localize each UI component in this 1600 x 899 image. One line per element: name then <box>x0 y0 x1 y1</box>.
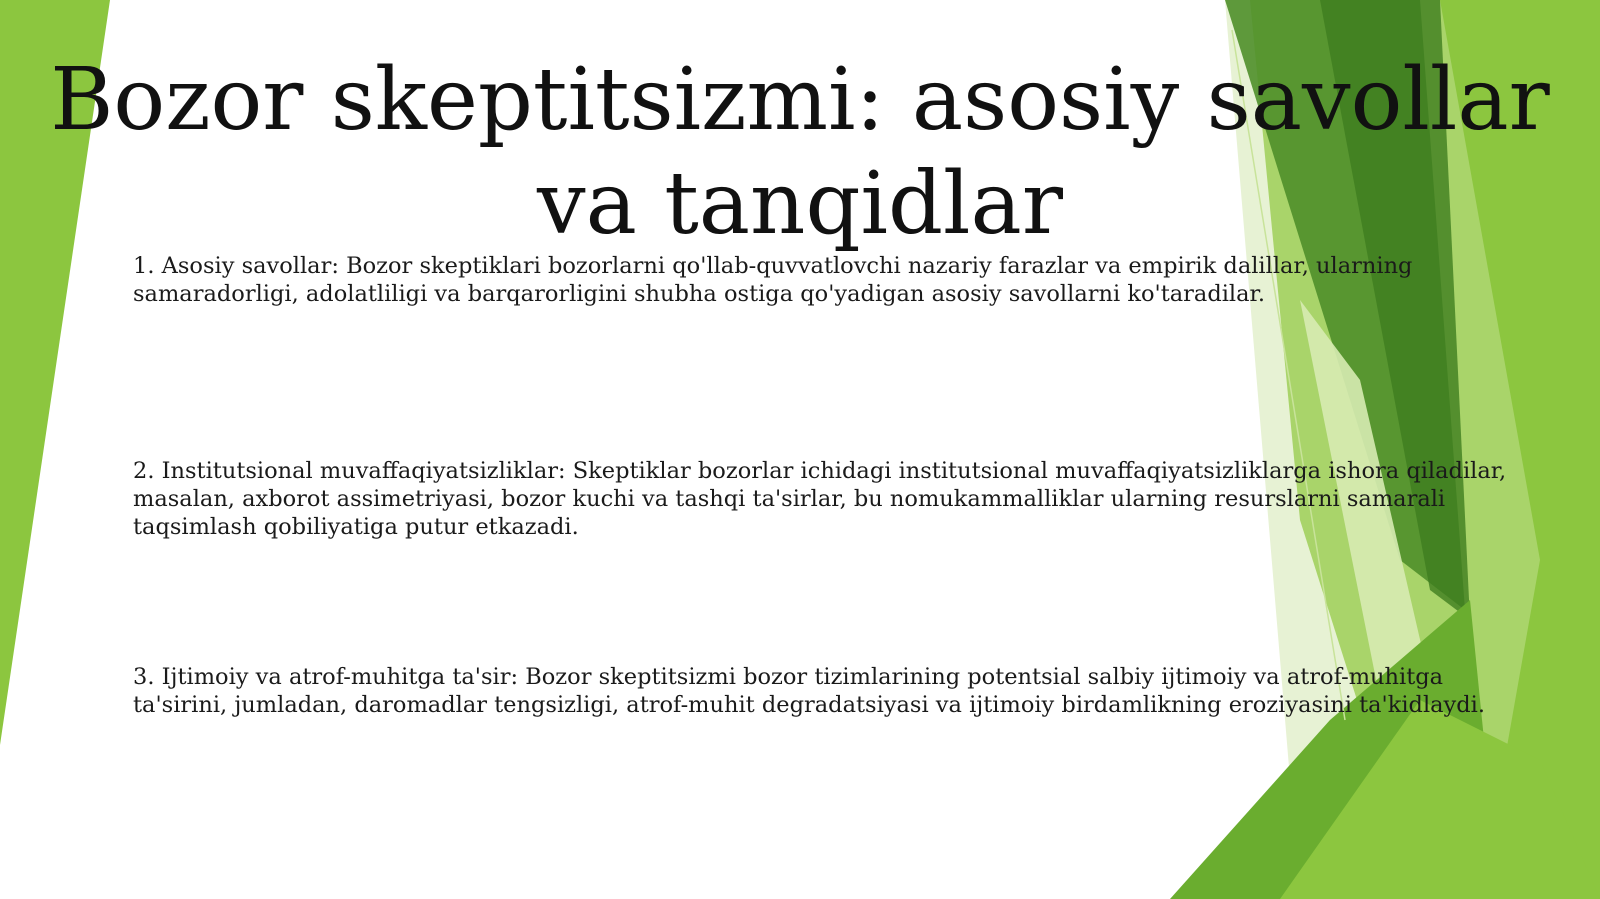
point-1: 1. Asosiy savollar: Bozor skeptiklari bozorlarni qo'llab-quvvatlovchi nazariy farazlar va empirik dalillar, ularning samaradorligi, adolatliligi va barqarorligini shubha ostiga qo'yadigan asosiy savollarni ko'taradilar. <box>133 253 1413 307</box>
point-3: 3. Ijtimoiy va atrof-muhitga ta'sir: Bozor skeptitsizmi bozor tizimlarining potentsial salbiy ijtimoiy va atrof-muhitga ta'sirini, jumladan, daromadlar tengsizligi, atrof-muhit degradatsiyasi va ijtimoiy birdamlikning eroziyasini ta'kidlaydi. <box>133 664 1486 718</box>
point-2: 2. Institutsional muvaffaqiyatsizliklar: Skeptiklar bozorlar ichidagi institutsional muvaffaqiyatsizliklarga ishora qiladilar, masalan, axborot assimetriyasi, bozor kuchi va tashqi ta'sirlar, bu nomukammalliklar ularning resurslarni samarali taqsimlash qobiliyatiga putur etkazadi. <box>133 458 1507 540</box>
slide-title: Bozor skeptitsizmi: asosiy savollar va tanqidlar <box>50 50 1550 254</box>
